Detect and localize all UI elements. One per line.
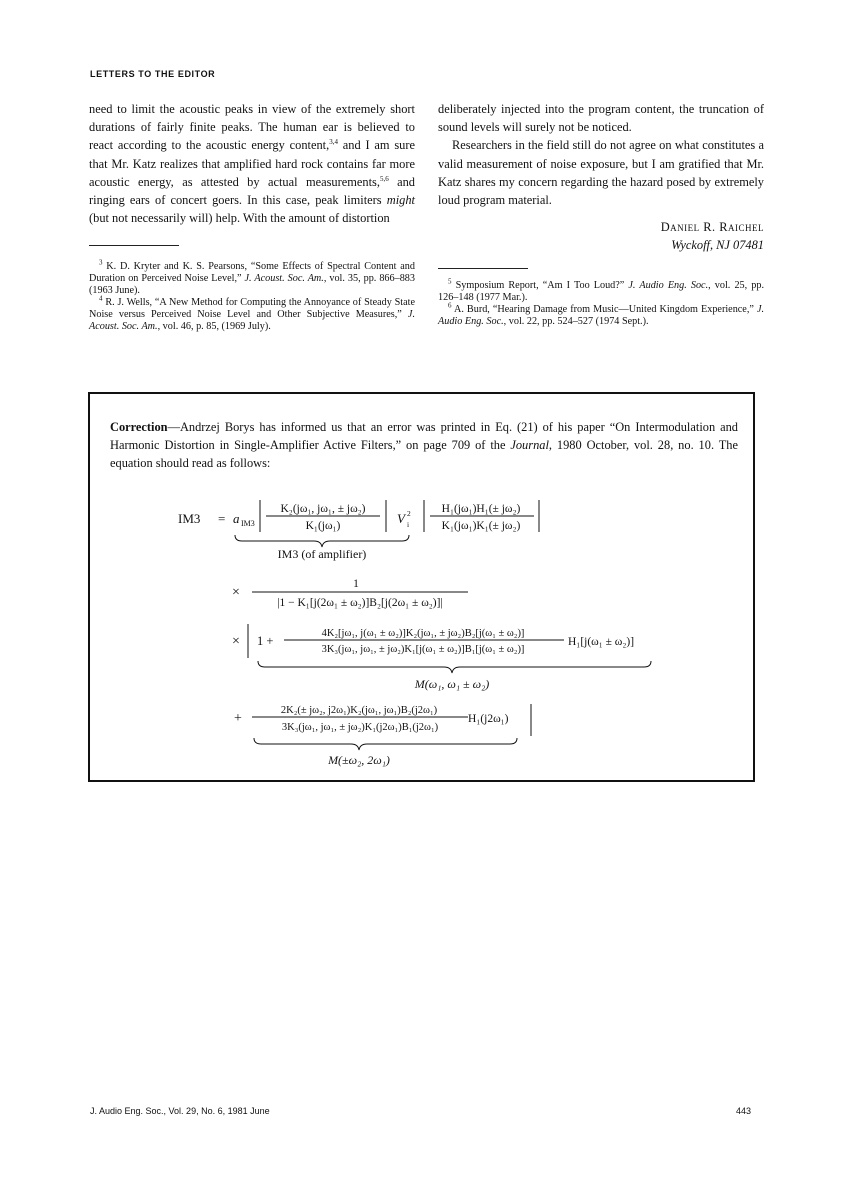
right-paragraph-1: deliberately injected into the program content, the truncation of sound levels will surely not be noticed. [438,102,764,135]
footnote-number: 4 [99,294,103,303]
footnote-details: , vol. 22, pp. 524–527 (1974 Sept.). [503,316,649,328]
footnote-number: 3 [99,258,103,267]
left-text-c: and ringing ears of concert goers. In this case, peak limiters [89,174,415,208]
brace1-label: IM3 (of amplifier) [277,547,367,561]
ref-superscript: 3,4 [329,138,338,147]
signature-place: Wyckoff, NJ 07481 [671,238,764,253]
left-column [89,100,415,227]
footnotes-right [438,277,765,328]
footnote-3 [89,258,415,297]
brace2-label: M(ω₁, ω₁ ± ω₂) [414,677,490,691]
emphasis-text: might [386,193,415,208]
footnote-number: 6 [448,301,452,310]
footnote-text: A. Burd, “Hearing Damage from Music—United Kingdom Experience,” [453,304,757,316]
footnote-rule [89,245,179,246]
signature-name: Daniel R. Raichel [660,220,764,235]
left-text-b: and I am sure that Mr. Katz realizes that amplified hard rock contains far more acoustic energy, as attested by actual measurements, [89,138,416,189]
underbrace [258,661,651,673]
footnote-rule [438,268,528,269]
page-number: 443 [736,1106,752,1116]
footer-citation: J. Audio Eng. Soc., Vol. 29, No. 6, 1981 June [90,1106,270,1116]
footnote-text: R. J. Wells, “A New Method for Computing the Annoyance of Steady State Noise versus Perceived Noise Level and Other Subjective Measures,” [89,297,415,321]
brace3-label: M(±ω₂, 2ω₁) [328,753,390,767]
underbrace [235,535,409,547]
footnote-text: Symposium Report, “Am I Too Loud?” [455,280,629,291]
right-column [438,100,764,255]
running-header: LETTERS TO THE EDITOR [90,69,216,79]
footnote-details: , vol. 25, pp. 126–148 (1977 Mar.). [438,280,765,304]
times-sign: × [232,585,240,600]
footnote-5 [438,277,765,304]
footnotes-left [89,258,415,334]
m1-den: 3K₃(jω₁, jω₁, ± jω₂)K₁[j(ω₁ ± ω₂)]B₁[j(ω₁ ± ω₂)] [321,644,525,655]
underbrace [254,738,517,750]
footnote-journal: J. Acoust. Soc. Am. [244,273,324,285]
correction-journal: Journal [510,438,549,452]
h1-a: H₁[j(ω₁ ± ω₂)] [568,636,635,648]
correction-text [110,418,738,472]
equation-svg [150,490,710,775]
correction-body-b: , 1980 October, vol. 28, no. 10. The equation should read as follows: [110,438,738,470]
eq-coeff: a [233,511,240,526]
footnote-journal: J. Audio Eng. Soc. [628,280,709,291]
correction-lead: Correction [110,420,168,434]
left-text-a: need to limit the acoustic peaks in view of the extremely short durations of fairly finite peaks. The human ear is believed to react according to the acoustic energy content, [89,102,415,153]
footnote-4 [89,294,415,333]
frac-one: 1 [353,578,359,590]
left-paragraph [89,100,415,227]
footnote-details: , vol. 46, p. 85, (1969 July). [157,321,271,333]
plus-sign: + [234,711,242,726]
left-text-d: (but not necessarily will) help. With the amount of distortion [89,211,390,226]
m1-num: 4K₂[jω₁, j(ω₁ ± ω₂)]K₂(jω₁, ± jω₂)B₂[j(ω₁ ± ω₂)] [321,628,525,639]
right-paragraph-2: Researchers in the field still do not agree on what constitutes a valid measurement of noise exposure, but I am gratified that Mr. Katz shares my concern regarding the hazard posed by extremely loud program material. [438,138,764,208]
m2-den: 3K₃(jω₁, jω₁, ± jω₂)K₁(j2ω₁)B₁(j2ω₁) [281,722,439,733]
ratio1-den: K₁(jω₁) [305,520,341,532]
m2-num: 2K₂(± jω₂, j2ω₁)K₂(jω₁, jω₁)B₂(j2ω₁) [280,705,438,716]
one-plus: 1 + [257,634,274,648]
eq-vi-sup: 2 [407,509,411,518]
h1-b: H₁(j2ω₁) [468,713,509,725]
ratio2-num: H₁(jω₁)H₁(± jω₂) [441,503,521,515]
correction-body-a: —Andrzej Borys has informed us that an error was printed in Eq. (21) of his paper “On Intermodulation and Harmonic Distortion in Single-Amplifier Active Filters,” on page 709 of the [110,420,738,452]
ratio2-den: K₁(jω₁)K₁(± jω₂) [441,520,521,532]
eq-coeff-sub: IM3 [241,519,255,528]
footnote-details: , vol. 35, pp. 866–883 (1963 June). [89,273,415,297]
eq-vi-sub: i [407,520,410,529]
footnote-6 [438,301,765,328]
footnote-number: 5 [448,277,452,286]
footnote-journal: J. Acoust. Soc. Am. [89,309,415,333]
signature [438,218,764,254]
times-sign: × [232,634,240,649]
eq-lhs: IM3 [178,511,201,526]
footnote-text: K. D. Kryter and K. S. Pearsons, “Some Effects of Spectral Content and Duration on Perceived Noise Level,” [89,261,415,285]
ratio1-num: K₂(jω₁, jω₁, ± jω₂) [280,503,366,515]
frac-one-den: |1 − K₁[j(2ω₁ ± ω₂)]B₂[j(2ω₁ ± ω₂)]| [277,597,443,609]
equation [150,490,710,780]
eq-equals: = [218,511,226,526]
ref-superscript: 5,6 [379,174,389,183]
footnote-journal: J. Audio Eng. Soc. [438,304,765,328]
eq-vi: V [397,511,405,526]
